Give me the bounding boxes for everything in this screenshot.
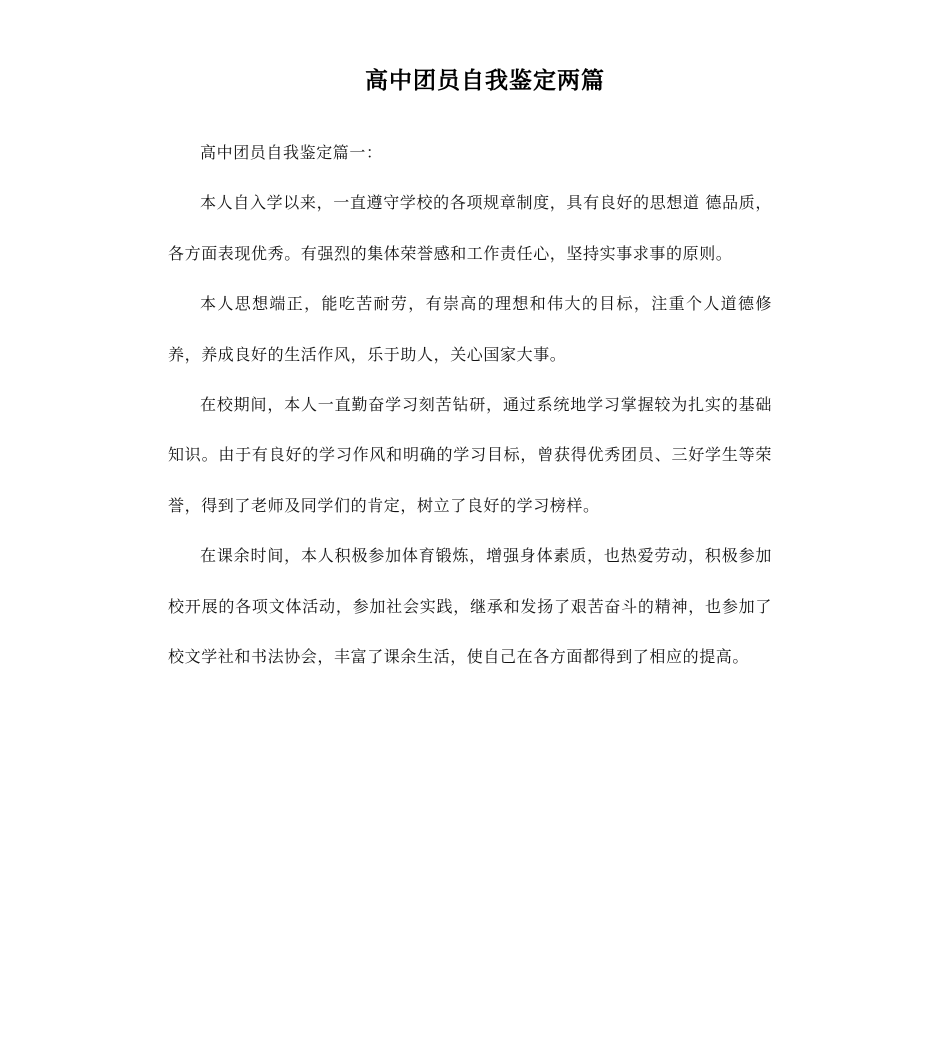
paragraph-1: 本人自入学以来，一直遵守学校的各项规章制度，具有良好的思想道 德品质，各方面表现优秀。有强烈的集体荣誉感和工作责任心，坚持实事求事的原则。 (168, 193, 772, 263)
section-heading: 高中团员自我鉴定篇一： (200, 143, 383, 162)
document-title: 高中团员自我鉴定两篇 (365, 68, 605, 94)
paragraph-2: 本人思想端正，能吃苦耐劳，有崇高的理想和伟大的目标，注重个人道德修养，养成良好的生活作风，乐于助人，关心国家大事。 (168, 294, 772, 364)
paragraph-4: 在课余时间，本人积极参加体育锻炼，增强身体素质，也热爱劳动，积极参加校开展的各项文体活动，参加社会实践，继承和发扬了艰苦奋斗的精神，也参加了校文学社和书法协会，丰富了课余生活，使自己在各方面都得到了相应的提高。 (168, 546, 772, 667)
document-body (168, 128, 772, 682)
paragraph-3: 在校期间，本人一直勤奋学习刻苦钻研，通过系统地学习掌握较为扎实的基础知识。由于有良好的学习作风和明确的学习目标，曾获得优秀团员、三好学生等荣誉，得到了老师及同学们的肯定，树立了良好的学习榜样。 (168, 395, 772, 515)
